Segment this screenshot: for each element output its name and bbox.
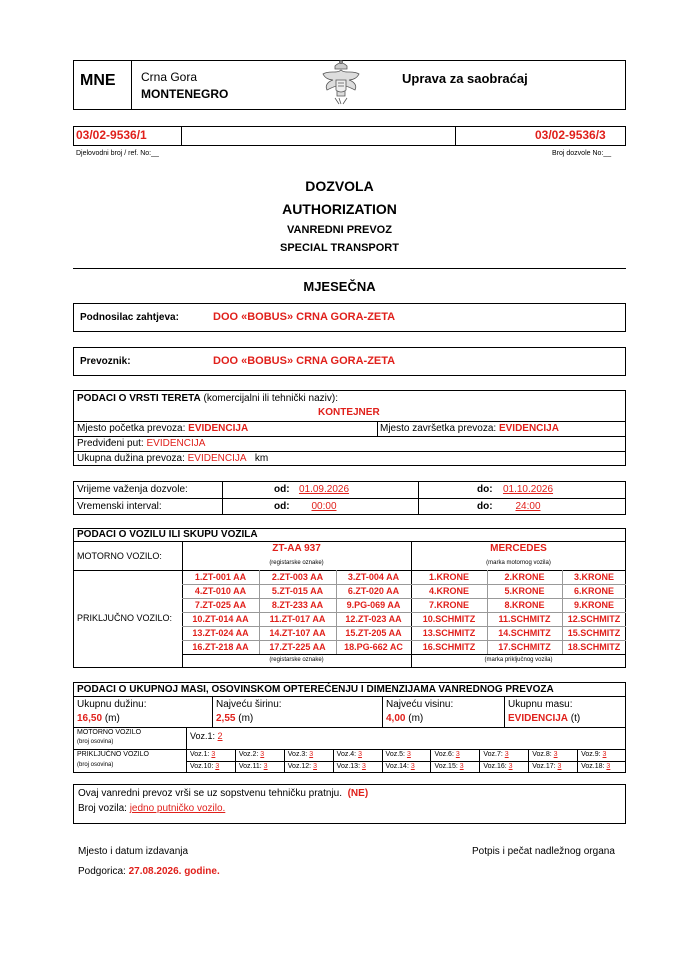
mass-unit: (t) (570, 713, 581, 724)
trailer-axle-value: 3 (215, 763, 220, 770)
ref-number-label: Djelovodni broj / ref. No:__ (76, 150, 159, 157)
trailer-make: 5.KRONE (504, 586, 545, 596)
refs-divider-right (455, 126, 456, 146)
height-unit: (m) (408, 713, 424, 724)
motor-axles-caption: (broj osovina) (77, 739, 114, 745)
length-unit: (m) (104, 713, 120, 724)
validity-col-line-2 (418, 481, 419, 515)
trailer-axle-value: 3 (455, 751, 460, 758)
length-value-row (77, 713, 120, 724)
trailer-make: 15.SCHMITZ (567, 628, 621, 638)
trailer-axle-label: Voz.9: (581, 751, 601, 758)
motor-plate: ZT-AA 937 (272, 543, 321, 554)
mass-value: EVIDENCIJA (508, 713, 569, 724)
validity-row-line (73, 498, 626, 499)
grid-row-line (411, 612, 626, 613)
transport-length (77, 453, 268, 464)
start-place-value: EVIDENCIJA (188, 423, 249, 434)
axle-col-line (479, 749, 480, 773)
escort-count-value: jedno putničko vozilo. (129, 803, 226, 814)
trailer-make: 11.SCHMITZ (498, 614, 551, 624)
motor-vehicle-label: MOTORNO VOZILO: (77, 551, 162, 561)
length-label: Ukupnu dužinu: (77, 699, 147, 710)
dim-col-line-2 (382, 696, 383, 727)
grid-row-line (411, 584, 626, 585)
axle-row-line (186, 761, 626, 762)
cargo-heading-note: (komercijalni ili tehnički naziv): (203, 393, 338, 404)
trailer-axle-value: 3 (309, 751, 314, 758)
grid-col-line (487, 570, 488, 654)
start-place-label: Mjesto početka prevoza: (77, 423, 186, 434)
cargo-row-line-1 (73, 421, 626, 422)
country-name: Crna Gora (141, 70, 198, 84)
country-code: MNE (80, 72, 116, 89)
dim-col-line-3 (504, 696, 505, 727)
interval-from-label: od: (274, 501, 290, 512)
from-value: 01.09.2026 (298, 484, 350, 495)
motor-make-caption: (marka motornog vozila) (486, 560, 551, 566)
vehicle-heading: PODACI O VOZILU ILI SKUPU VOZILA (77, 529, 258, 540)
trailer-make: 3.KRONE (573, 572, 614, 582)
trailer-axle-value: 3 (211, 751, 216, 758)
trailer-axle-count (581, 751, 606, 758)
escort-count (78, 803, 225, 814)
trailer-axle-label: Voz.16: (483, 763, 507, 770)
ref-number: 03/02-9536/1 (76, 128, 147, 142)
trailer-plate: 13.ZT-024 AA (192, 628, 249, 638)
title-special-transport: VANREDNI PREVOZ (287, 224, 392, 236)
trailer-plate: 4.ZT-010 AA (194, 586, 247, 596)
interval-to-label: do: (477, 501, 493, 512)
trailer-make: 1.KRONE (428, 572, 469, 582)
height-value: 4,00 (386, 713, 406, 724)
trailer-axle-count (337, 751, 362, 758)
grid-row-line (182, 584, 411, 585)
trailer-axle-value: 3 (459, 763, 464, 770)
montenegro-coat-of-arms-icon (319, 58, 363, 106)
header-divider (131, 60, 132, 110)
trailer-axle-value: 3 (557, 763, 562, 770)
trailer-axle-label: Voz.3: (287, 751, 308, 758)
trailer-axle-value: 3 (361, 763, 366, 770)
trailer-axles-caption: (broj osovina) (77, 762, 114, 768)
escort-text: Ovaj vanredni prevoz vrši se uz sopstvenu tehničku pratnju. (78, 788, 343, 799)
height-value-row (386, 713, 423, 724)
trailer-axle-count (581, 763, 610, 770)
cargo-heading-text: PODACI O VRSTI TERETA (77, 393, 201, 404)
to-label: do: (477, 484, 493, 495)
trailer-axle-label: Voz.8: (532, 751, 552, 758)
trailer-axle-label: Voz.13: (336, 763, 361, 770)
trailer-axle-value: 3 (406, 751, 411, 758)
trailer-plate: 2.ZT-003 AA (271, 572, 324, 582)
trailer-plates-grid (182, 570, 411, 654)
grid-row-line (182, 598, 411, 599)
trailer-make: 9.KRONE (573, 600, 614, 610)
transport-length-value: EVIDENCIJA (187, 453, 247, 464)
trailer-plate: 6.ZT-020 AA (347, 586, 400, 596)
mass-value-row (508, 713, 580, 724)
carrier-value: DOO «BOBUS» CRNA GORA-ZETA (213, 355, 396, 367)
issue-place: Podgorica: (78, 866, 126, 877)
trailer-axle-label: Voz.10: (190, 763, 214, 770)
trailer-vehicle-label: PRIKLJUČNO VOZILO: (77, 613, 173, 623)
trailer-axle-value: 3 (508, 763, 513, 770)
motor-make: MERCEDES (490, 543, 547, 554)
trailer-axle-count (386, 751, 411, 758)
vehicle-heading-line (73, 541, 626, 542)
trailer-axle-label: Voz.1: (190, 751, 210, 758)
grid-row-line (182, 612, 411, 613)
trailer-axle-value: 3 (263, 763, 268, 770)
title-special-transport-en: SPECIAL TRANSPORT (280, 242, 399, 254)
trailer-makes-grid (411, 570, 626, 654)
trailer-axle-label: Voz.5: (385, 751, 406, 758)
trailer-axle-value: 3 (606, 763, 611, 770)
trailer-plate: 17.ZT-225 AA (269, 642, 326, 652)
grid-col-line (259, 570, 260, 654)
cargo-col-line (377, 421, 378, 436)
escort-line (78, 788, 368, 799)
end-place (380, 423, 559, 434)
validity-label: Vrijeme važenja dozvole: (77, 484, 188, 495)
dimensions-heading: PODACI O UKUPNOJ MASI, OSOVINSKOM OPTEREĆENJU I DIMENZIJAMA VANREDNOG PREVOZA (77, 684, 554, 695)
transport-length-label: Ukupna dužina prevoza: (77, 453, 185, 464)
permit-number: 03/02-9536/3 (535, 128, 606, 142)
trailer-plate: 8.ZT-233 AA (271, 600, 324, 610)
title-authorization: AUTHORIZATION (282, 201, 397, 217)
trailer-make-caption: (marka priključnog vozila) (484, 657, 553, 663)
issue-date: 27.08.2026. godine. (128, 866, 220, 877)
trailer-axle-value: 3 (260, 751, 265, 758)
country-name-en: MONTENEGRO (141, 87, 229, 101)
trailer-axle-label: Voz.18: (581, 763, 605, 770)
trailer-make: 14.SCHMITZ (498, 628, 551, 638)
trailer-plate: 7.ZT-025 AA (194, 600, 247, 610)
trailer-make: 6.KRONE (573, 586, 614, 596)
motor-axles-prefix: Voz.1: (190, 731, 216, 741)
grid-row-line (182, 626, 411, 627)
start-place (77, 423, 248, 434)
interval-to-value: 24:00 (515, 501, 541, 512)
trailer-make: 18.SCHMITZ (567, 642, 621, 652)
escort-value: (NE) (347, 788, 369, 799)
dim-col-line-1 (212, 696, 213, 727)
trailer-axle-value: 3 (602, 751, 607, 758)
trailer-make: 16.SCHMITZ (422, 642, 476, 652)
mass-label: Ukupnu masu: (508, 699, 573, 710)
dim-heading-line (73, 696, 626, 697)
width-unit: (m) (238, 713, 254, 724)
place-date-label: Mjesto i datum izdavanja (78, 846, 189, 857)
end-place-label: Mjesto završetka prevoza: (380, 423, 497, 434)
axle-col-line (235, 749, 236, 773)
trailer-axle-count (386, 763, 415, 770)
grid-col-line (562, 570, 563, 654)
trailer-plate: 16.ZT-218 AA (192, 642, 249, 652)
cargo-value: KONTEJNER (318, 407, 380, 418)
trailer-make: 8.KRONE (504, 600, 545, 610)
grid-row-line (411, 640, 626, 641)
interval-from-value: 00:00 (311, 501, 337, 512)
width-label: Najveću širinu: (216, 699, 282, 710)
dim-values-line (73, 727, 626, 728)
interval-label: Vremenski interval: (77, 501, 162, 512)
route-value: EVIDENCIJA (146, 438, 206, 449)
trailer-axle-label: Voz.12: (287, 763, 312, 770)
trailer-axle-count (483, 751, 508, 758)
route (77, 438, 205, 449)
trailer-plate: 1.ZT-001 AA (194, 572, 247, 582)
trailer-axle-label: Voz.2: (238, 751, 259, 758)
refs-divider-left (181, 126, 182, 146)
trailer-make: 10.SCHMITZ (422, 614, 476, 624)
trailer-axle-label: Voz.14: (385, 763, 409, 770)
trailer-axle-label: Voz.11: (238, 763, 262, 770)
from-label: od: (274, 484, 290, 495)
trailer-plate: 10.ZT-014 AA (192, 614, 249, 624)
to-value: 01.10.2026 (502, 484, 554, 495)
trailer-axle-count (337, 763, 366, 770)
trailer-axle-value: 3 (410, 763, 415, 770)
axle-col-line (333, 749, 334, 773)
permit-number-label: Broj dozvole No:__ (552, 150, 612, 157)
trailer-plate: 12.ZT-023 AA (345, 614, 402, 624)
width-value: 2,55 (216, 713, 236, 724)
trailer-axle-label: Voz.17: (532, 763, 556, 770)
width-value-row (216, 713, 253, 724)
authority-name: Uprava za saobraćaj (402, 71, 528, 86)
applicant-label: Podnosilac zahtjeva: (80, 312, 179, 323)
trailer-plate: 15.ZT-205 AA (345, 628, 402, 638)
trailer-axle-count (288, 763, 317, 770)
trailer-axle-count (532, 763, 561, 770)
route-label: Predviđeni put: (77, 438, 144, 449)
length-value: 16,50 (77, 713, 103, 724)
cargo-row-line-2 (73, 436, 626, 437)
trailer-axle-count (532, 751, 557, 758)
trailer-axle-value: 3 (553, 751, 558, 758)
trailer-axles-grid (186, 749, 626, 773)
signature-label: Potpis i pečat nadležnog organa (472, 846, 615, 857)
grid-row-line (411, 598, 626, 599)
trailer-axle-count (288, 751, 313, 758)
axle-col-line (382, 749, 383, 773)
applicant-value: DOO «BOBUS» CRNA GORA-ZETA (213, 311, 396, 323)
trailer-axle-count (239, 751, 264, 758)
trailer-make: 2.KRONE (504, 572, 545, 582)
cargo-row-line-3 (73, 451, 626, 452)
trailer-plate: 5.ZT-015 AA (271, 586, 324, 596)
trailer-axle-label: Voz.6: (434, 751, 454, 758)
trailer-axle-label: Voz.7: (483, 751, 503, 758)
trailer-axle-count (483, 763, 512, 770)
motor-plate-caption: (registarske oznake) (269, 560, 324, 566)
trailer-make: 7.KRONE (428, 600, 469, 610)
axle-col-line (577, 749, 578, 773)
motor-axles-value: 2 (217, 731, 223, 741)
axle-col-line (284, 749, 285, 773)
trailer-plate: 9.PG-069 AA (346, 600, 401, 610)
grid-col-line (336, 570, 337, 654)
motor-axles-label: MOTORNO VOZILO (77, 729, 142, 736)
trailer-plate: 18.PG-662 AC (344, 642, 403, 652)
trailer-axle-count (434, 751, 459, 758)
carrier-label: Prevoznik: (80, 356, 131, 367)
escort-count-label: Broj vozila: (78, 803, 127, 814)
trailer-axle-value: 3 (358, 751, 362, 758)
trailer-axle-label: Voz.4: (336, 751, 357, 758)
trailer-axle-value: 3 (504, 751, 509, 758)
end-place-value: EVIDENCIJA (498, 423, 559, 434)
title-rule (73, 268, 626, 269)
trailer-caption-line (182, 654, 626, 655)
trailer-make: 13.SCHMITZ (422, 628, 476, 638)
trailer-plate: 11.ZT-017 AA (269, 614, 326, 624)
trailer-plate: 14.ZT-107 AA (269, 628, 326, 638)
transport-length-unit: km (254, 453, 269, 464)
trailer-axle-value: 3 (313, 763, 317, 770)
motor-axles (190, 731, 223, 741)
trailer-axle-label: Voz.15: (434, 763, 458, 770)
trailer-axle-count (190, 763, 219, 770)
issue-place-date (78, 866, 220, 877)
trailer-make: 12.SCHMITZ (567, 614, 621, 624)
grid-row-line (411, 626, 626, 627)
trailer-make: 17.SCHMITZ (498, 642, 551, 652)
axle-col-line (430, 749, 431, 773)
grid-row-line (182, 640, 411, 641)
height-label: Najveću visinu: (386, 699, 454, 710)
title-dozvola: DOZVOLA (305, 178, 374, 194)
trailer-axle-count (239, 763, 268, 770)
trailer-axle-count (190, 751, 215, 758)
trailer-plate: 3.ZT-004 AA (347, 572, 400, 582)
cargo-heading (77, 393, 338, 404)
axle-col-line (528, 749, 529, 773)
validity-col-line-1 (222, 481, 223, 515)
trailer-axle-count (434, 763, 463, 770)
trailer-axles-label: PRIKLJUČNO VOZILO (77, 751, 149, 758)
permit-period: MJESEČNA (303, 279, 376, 294)
trailer-plate-caption: (registarske oznake) (269, 657, 324, 663)
trailer-make: 4.KRONE (428, 586, 469, 596)
